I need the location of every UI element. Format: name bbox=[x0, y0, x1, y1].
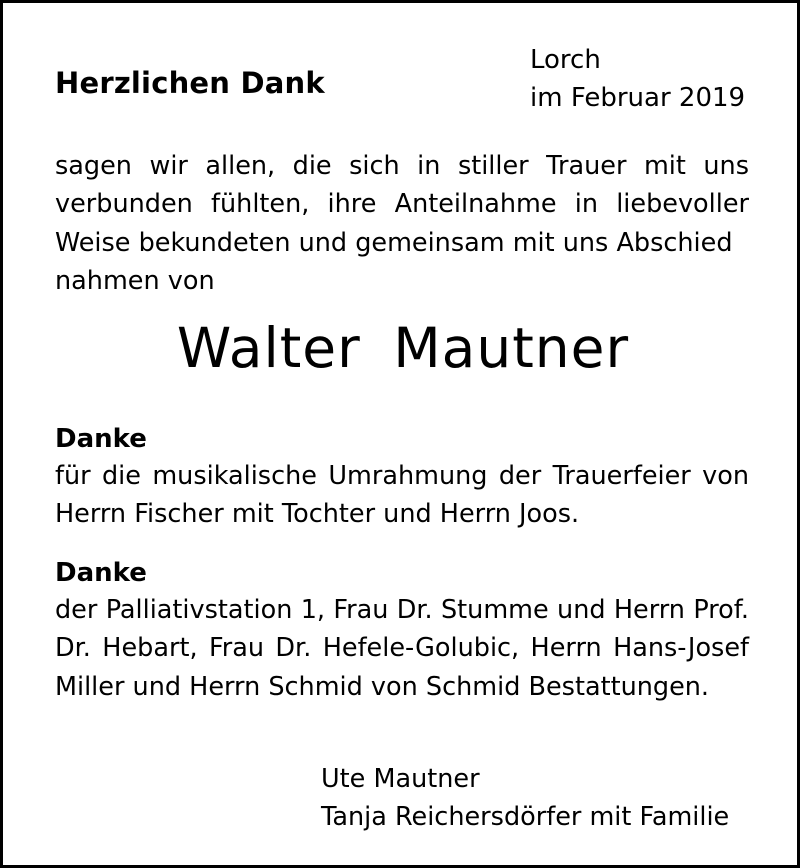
thanks-line: der Palliativstation 1, Frau Dr. Stumme und Herrn bbox=[55, 595, 685, 625]
thanks-line: Bestattungen. bbox=[528, 671, 710, 702]
signatures bbox=[321, 760, 729, 836]
date: im Februar 2019 bbox=[530, 83, 746, 113]
deceased-name: Walter Mautner bbox=[176, 316, 630, 380]
thanks-section bbox=[55, 555, 749, 706]
intro-line: verbunden fühlten, ihre Anteilnahme in liebevoller bbox=[55, 189, 749, 220]
thanks-section bbox=[55, 421, 749, 534]
intro-line: sagen wir allen, die sich in stiller Trauer mit uns bbox=[55, 151, 749, 181]
intro-line: Weise bekundeten und gemeinsam mit uns Abschied bbox=[55, 227, 733, 258]
thanks-text bbox=[55, 457, 749, 534]
signature-name: Tanja Reichersdörfer mit Familie bbox=[321, 802, 730, 832]
heading: Herzlichen Dank bbox=[55, 66, 325, 100]
intro-line: nahmen von bbox=[55, 265, 215, 296]
place: Lorch bbox=[530, 45, 601, 75]
thanks-line: Prof. Dr. Hebart, Frau Dr. Hefele-Golubic, Herrn bbox=[55, 595, 750, 664]
thanks-title: Danke bbox=[55, 558, 147, 588]
thanks-line: Herrn Fischer mit Tochter und Herrn Joos. bbox=[55, 499, 580, 530]
place-date bbox=[530, 41, 745, 117]
intro-paragraph bbox=[55, 147, 749, 300]
thanks-line: für die musikalische Umrahmung der Trauerfeier von bbox=[55, 461, 749, 491]
signature-name: Ute Mautner bbox=[321, 764, 480, 794]
thanks-text bbox=[55, 591, 749, 706]
thanks-line: Hans-Josef Miller und Herrn Schmid von Schmid bbox=[55, 633, 750, 702]
thanks-title: Danke bbox=[55, 424, 147, 454]
